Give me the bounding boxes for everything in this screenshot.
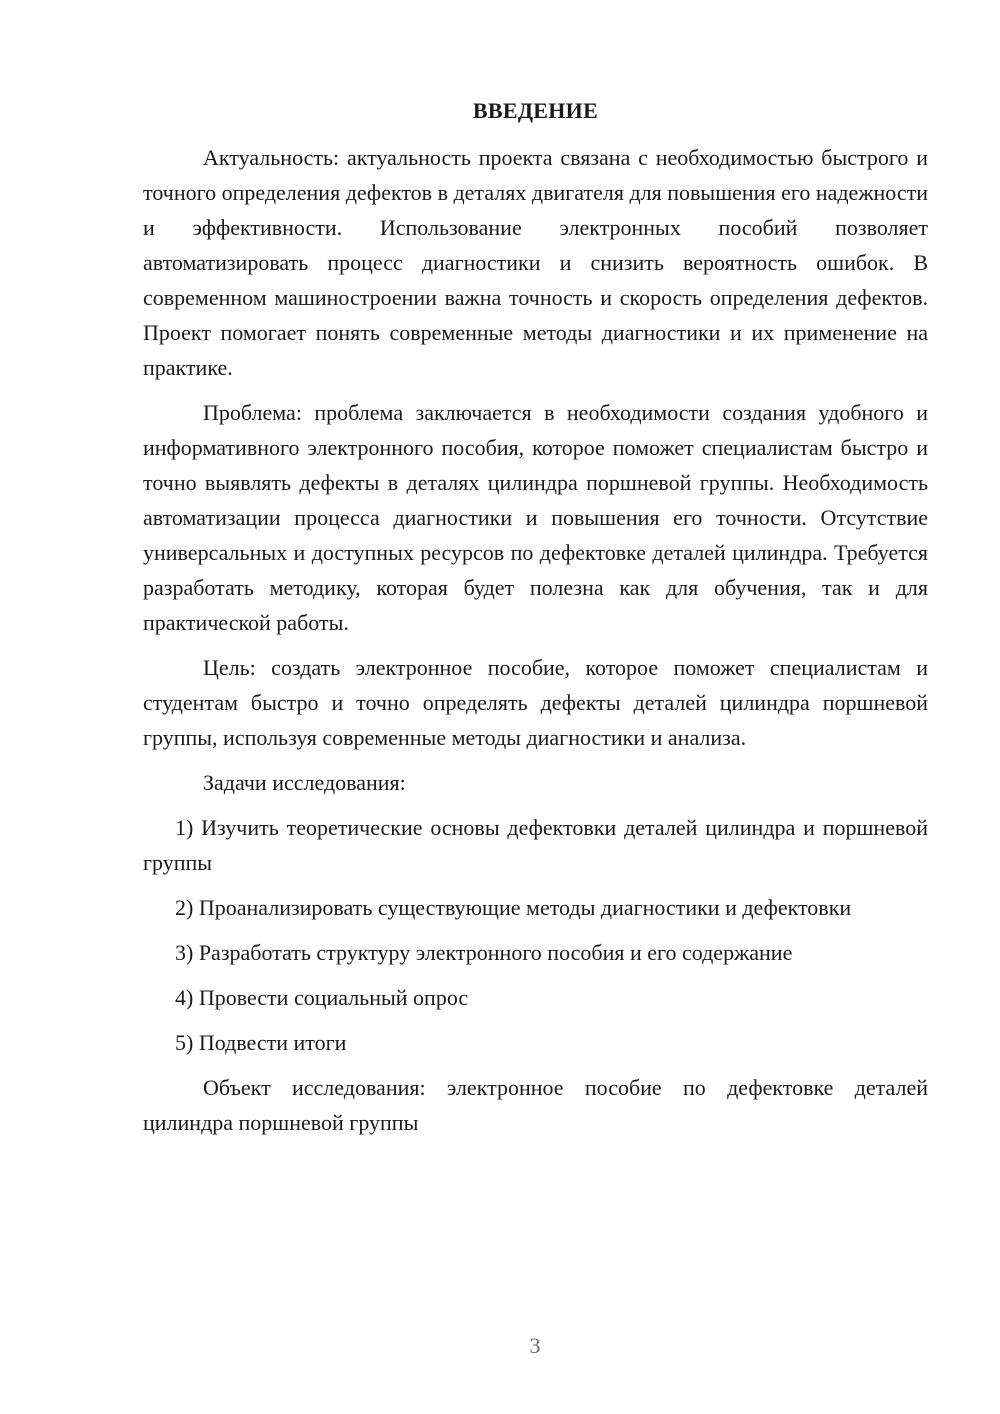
task-item-3: 3) Разработать структуру электронного пособия и его содержание — [175, 940, 793, 965]
task-item-1: 1) Изучить теоретические основы дефектовки деталей цилиндра и поршневой группы — [143, 815, 928, 875]
page-number: 3 — [529, 1333, 541, 1358]
task-item-2: 2) Проанализировать существующие методы диагностики и дефектовки — [175, 895, 852, 920]
page-title: ВВЕДЕНИЕ — [472, 98, 599, 123]
paragraph-problem: Проблема: проблема заключается в необходимости создания удобного и информативного электронного пособия, которое поможет специалистам быстро и точно выявлять дефекты в деталях цилиндра поршневой группы. Необходимость автоматизации процесса диагностики и повышения его точности. Отсутствие универсальных и доступных ресурсов по дефектовке деталей цилиндра. Требуется разработать методику, которая будет полезна как для обучения, так и для практической работы. — [143, 400, 928, 635]
document-page — [143, 96, 928, 1150]
task-item-4: 4) Провести социальный опрос — [175, 985, 469, 1010]
paragraph-object: Объект исследования: электронное пособие по дефектовке деталей цилиндра поршневой группы — [143, 1075, 928, 1135]
task-item-5: 5) Подвести итоги — [175, 1030, 347, 1055]
paragraph-relevance: Актуальность: актуальность проекта связана с необходимостью быстрого и точного определения дефектов в деталях двигателя для повышения его надежности и эффективности. Использование электронных пособий позволяет автоматизировать процесс диагностики и снизить вероятность ошибок. В современном машиностроении важна точность и скорость определения дефектов. Проект помогает понять современные методы диагностики и их применение на практике. — [143, 145, 928, 380]
tasks-heading: Задачи исследования: — [203, 770, 406, 795]
paragraph-goal: Цель: создать электронное пособие, которое поможет специалистам и студентам быстро и точно определять дефекты деталей цилиндра поршневой группы, используя современные методы диагностики и анализа. — [143, 655, 928, 750]
